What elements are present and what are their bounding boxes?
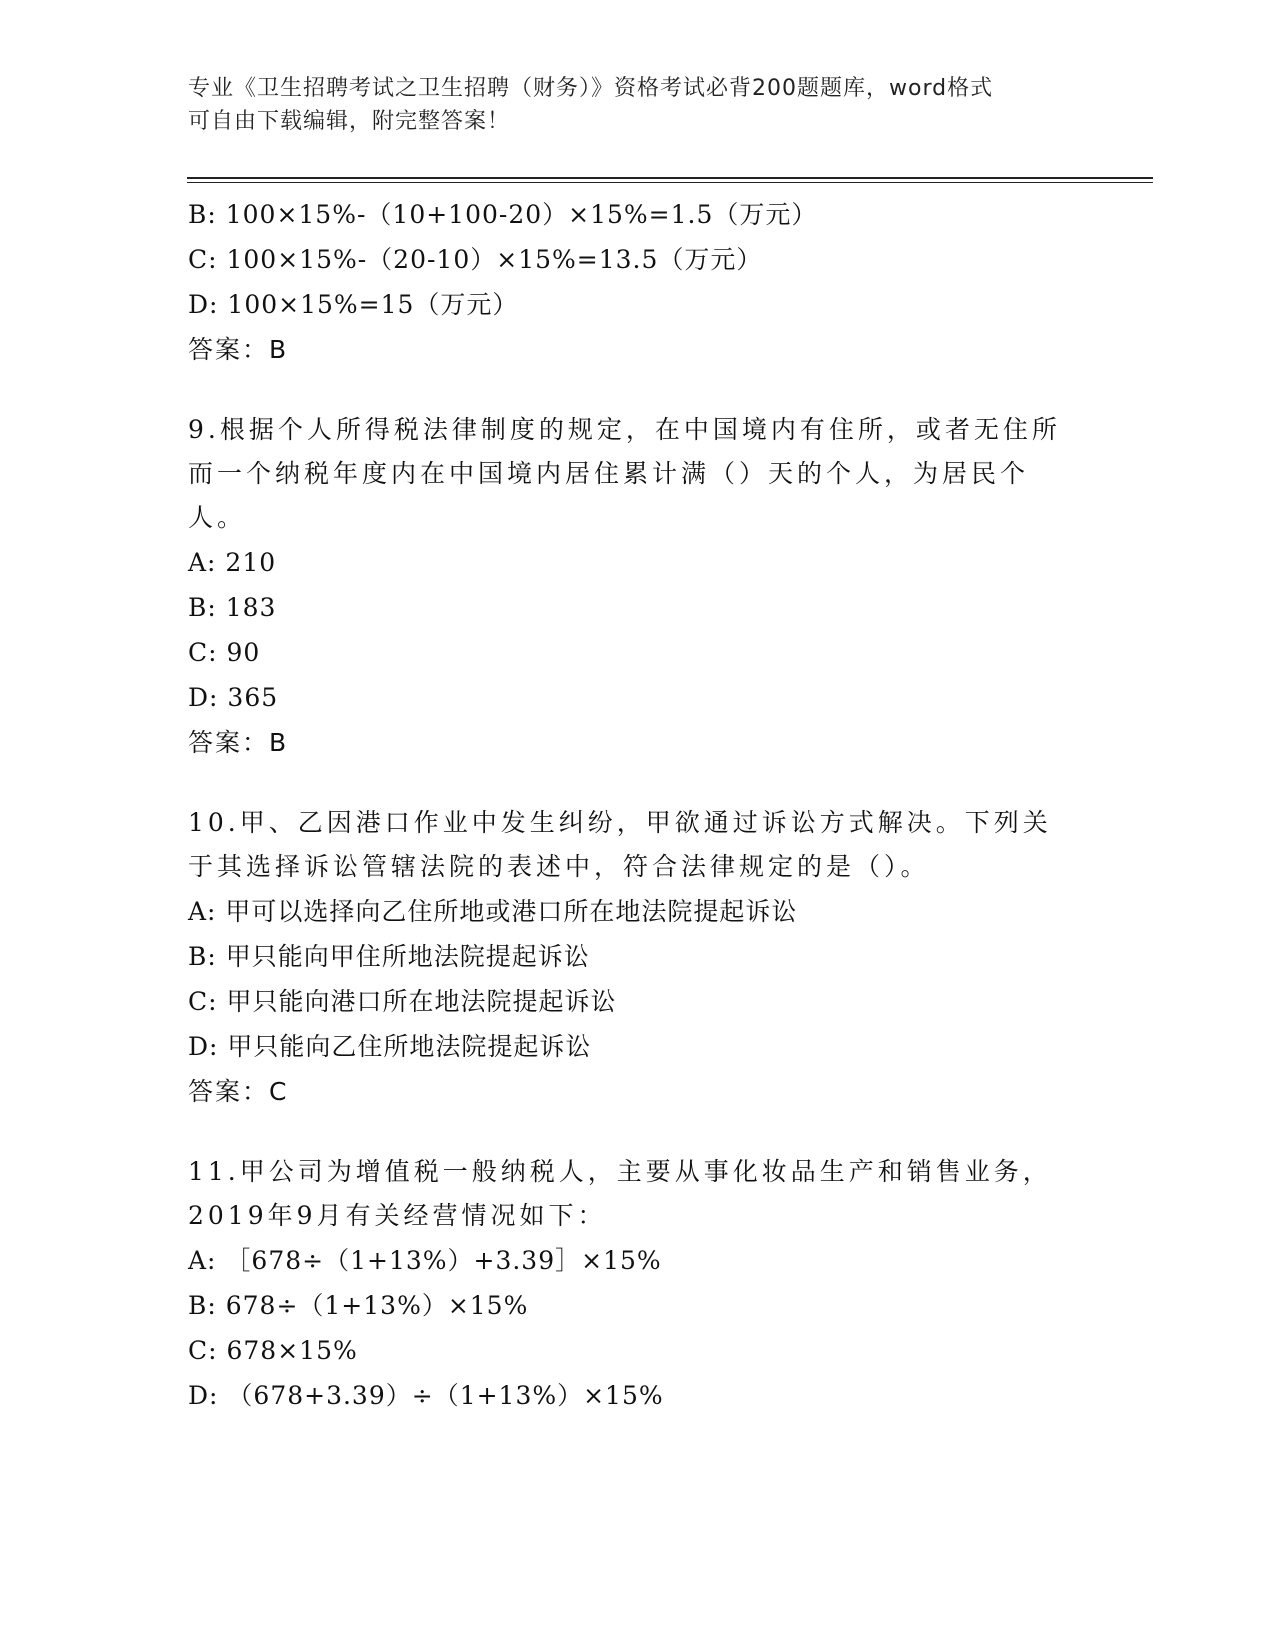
header-divider-thin: [187, 182, 1153, 183]
option-d: D: 甲只能向乙住所地法院提起诉讼: [188, 1032, 592, 1061]
option-d: D: （678+3.39）÷（1+13%）×15%: [188, 1381, 664, 1410]
option-c: C: 甲只能向港口所在地法院提起诉讼: [188, 987, 617, 1016]
option-d: D: 365: [188, 683, 279, 712]
answer-line: 答案：B: [188, 335, 289, 364]
option-d: D: 100×15%=15（万元）: [188, 290, 519, 319]
question-11: [188, 1150, 1088, 1418]
question-list: [188, 192, 1088, 1418]
question-stem: 11.甲公司为增值税一般纳税人，主要从事化妆品生产和销售业务，2019年9月有关经营情况如下：: [188, 1157, 1052, 1230]
answer-line: 答案：B: [188, 728, 289, 757]
question-stem: 9.根据个人所得税法律制度的规定，在中国境内有住所，或者无住所而一个纳税年度内在中国境内居住累计满（）天的个人，为居民个人。: [188, 415, 1061, 532]
option-b: B: 100×15%-（10+100-20）×15%=1.5（万元）: [188, 200, 818, 229]
answer-line: 答案：C: [188, 1077, 289, 1106]
option-b: B: 678÷（1+13%）×15%: [188, 1291, 529, 1320]
question-partial: [188, 192, 1088, 372]
question-10: [188, 801, 1088, 1114]
question-stem: 10.甲、乙因港口作业中发生纠纷，甲欲通过诉讼方式解决。下列关于其选择诉讼管辖法院的表述中，符合法律规定的是（）。: [188, 808, 1052, 881]
header-divider-thick: [187, 177, 1153, 179]
option-a: A: 210: [188, 548, 277, 577]
option-b: B: 183: [188, 593, 277, 622]
option-c: C: 100×15%-（20-10）×15%=13.5（万元）: [188, 245, 763, 274]
document-header: [188, 72, 1088, 138]
question-9: [188, 408, 1088, 765]
option-c: C: 90: [188, 638, 261, 667]
option-a: A: 甲可以选择向乙住所地或港口所在地法院提起诉讼: [188, 897, 798, 926]
option-b: B: 甲只能向甲住所地法院提起诉讼: [188, 942, 590, 971]
option-c: C: 678×15%: [188, 1336, 358, 1365]
option-a: A: ［678÷（1+13%）+3.39］×15%: [188, 1246, 662, 1275]
header-line-2: 可自由下载编辑，附完整答案！: [188, 109, 511, 134]
header-line-1: 专业《卫生招聘考试之卫生招聘（财务）》资格考试必背200题题库，word格式: [188, 76, 994, 101]
